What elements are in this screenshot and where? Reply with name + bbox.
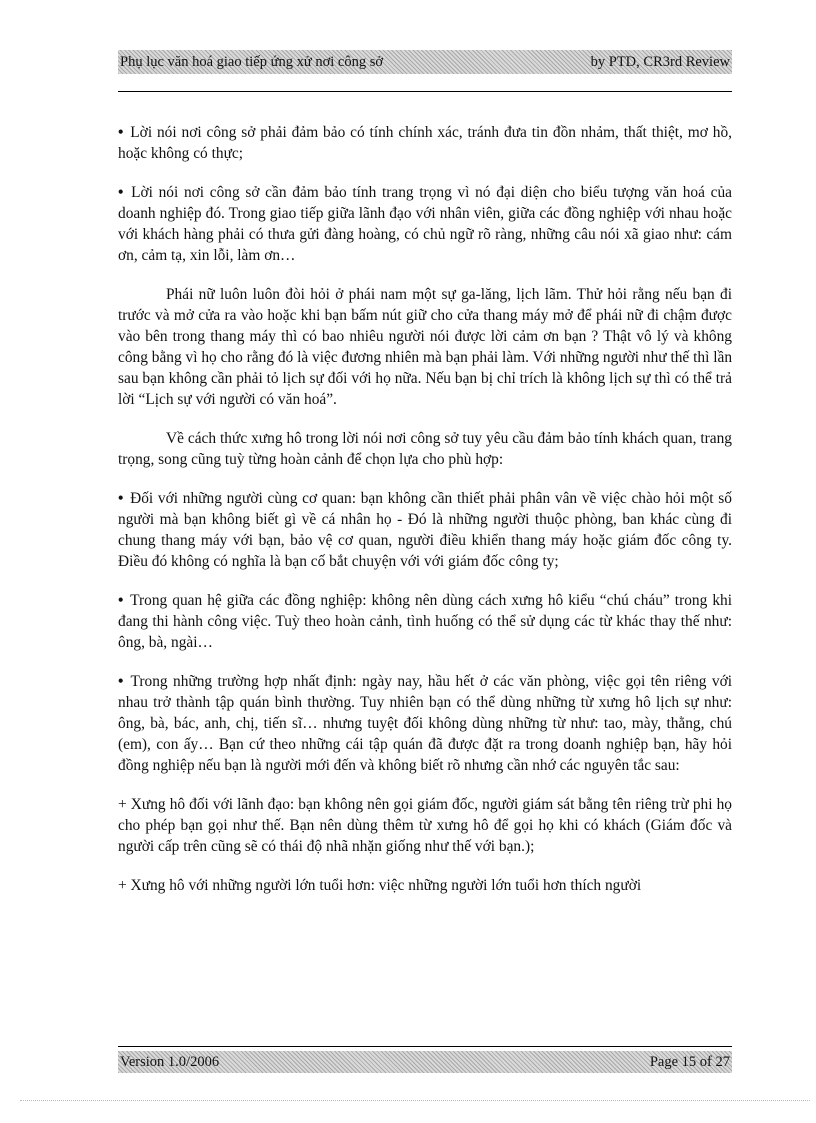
page-header <box>118 50 732 74</box>
bullet-icon: • <box>118 592 124 609</box>
page-edge-divider <box>20 1100 810 1101</box>
bullet-icon: • <box>118 184 124 201</box>
footer-rule <box>118 1046 732 1047</box>
paragraph-bullet-5 <box>118 671 732 776</box>
footer-page-number: Page 15 of 27 <box>649 1053 730 1070</box>
paragraph-text: Lời nói nơi công sở cần đảm bảo tính trang trọng vì nó đại diện cho biểu tượng văn hoá của doanh nghiệp đó. Trong giao tiếp giữa lãnh đạo với nhân viên, giữa các đồng nghiệp với nhau hoặc với khách hàng phải có thưa gửi đàng hoàng, có chủ ngữ rõ ràng, những câu nói xã giao như: cám ơn, cảm tạ, xin lỗi, làm ơn… <box>118 184 732 264</box>
header-author: by PTD, CR3rd Review <box>590 53 730 70</box>
bullet-icon: • <box>118 490 124 507</box>
paragraph-gallantry: Phái nữ luôn luôn đòi hỏi ở phái nam một sự ga-lăng, lịch lãm. Thử hỏi rằng nếu bạn đi trước và mở cửa ra vào hoặc khi bạn bấm nút giữ cho cửa thang máy mở để phái nữ đi chậm được vào bên trong thang máy thì có bao nhiêu người nói được lời cảm ơn bạn ? Thật vô lý và không công bằng vì họ cho rằng đó là việc đương nhiên mà bạn phải làm. Với những người như thế thì lần sau bạn không cần phải tỏ lịch sự đối với họ nữa. Nếu bạn bị chỉ trích là không lịch sự thì có thể trả lời “Lịch sự với người có văn hoá”. <box>118 286 733 408</box>
paragraph-text: Trong quan hệ giữa các đồng nghiệp: không nên dùng cách xưng hô kiểu “chú cháu” trong khi đang thi hành công việc. Tuỳ theo hoàn cảnh, tình huống có thể sử dụng các từ khác thay thế như: ông, bà, ngài… <box>118 592 732 651</box>
paragraph-text: Trong những trường hợp nhất định: ngày nay, hầu hết ở các văn phòng, việc gọi tên riêng với nhau trở thành tập quán bình thường. Tuy nhiên bạn có thể dùng những từ xưng hô lịch sự như: ông, bà, bác, anh, chị, tiến sĩ… nhưng tuyệt đối không dùng những từ như: tao, mày, thằng, chú (em), con ấy… Bạn cứ theo những cái tập quán đã được đặt ra trong doanh nghiệp bạn, hãy hỏi đồng nghiệp nếu bạn là người mới đến và không biết rõ nhưng cần nhớ các nguyên tắc sau: <box>118 673 732 774</box>
bullet-icon: • <box>118 124 124 141</box>
bullet-icon: • <box>118 673 124 690</box>
paragraph-bullet-2 <box>118 182 732 266</box>
paragraph-plus-2: + Xưng hô với những người lớn tuổi hơn: việc những người lớn tuổi hơn thích người <box>118 877 642 894</box>
document-body <box>118 122 732 914</box>
paragraph-bullet-1 <box>118 122 732 164</box>
header-rule <box>118 91 732 92</box>
paragraph-text: Đối với những người cùng cơ quan: bạn không cần thiết phải phân vân về việc chào hỏi một số người mà bạn không biết gì về cá nhân họ - Đó là những người thuộc phòng, ban khác cùng đi chung thang máy với bạn, bảo vệ cơ quan, người điều khiển thang máy hoặc giám đốc công ty. Điều đó không có nghĩa là bạn cố bắt chuyện với với giám đốc công ty; <box>118 490 732 570</box>
paragraph-text: Lời nói nơi công sở phải đảm bảo có tính chính xác, tránh đưa tin đồn nhảm, thất thiệt, mơ hồ, hoặc không có thực; <box>118 124 733 162</box>
paragraph-bullet-4 <box>118 590 732 653</box>
page-footer <box>118 1051 732 1073</box>
header-document-title: Phụ lục văn hoá giao tiếp ứng xử nơi công sở <box>120 53 384 70</box>
paragraph-address-forms-intro: Về cách thức xưng hô trong lời nói nơi công sở tuy yêu cầu đảm bảo tính khách quan, trang trọng, song cũng tuỳ từng hoàn cảnh để chọn lựa cho phù hợp: <box>118 430 732 468</box>
footer-version: Version 1.0/2006 <box>120 1053 220 1070</box>
paragraph-plus-1: + Xưng hô đối với lãnh đạo: bạn không nên gọi giám đốc, người giám sát bằng tên riêng trừ phi họ cho phép bạn gọi như thế. Bạn nên dùng thêm từ xưng hô để gọi họ khi có khách (Giám đốc và người cấp trên cũng sẽ có thái độ nhã nhặn giống như thế với bạn.); <box>118 796 732 855</box>
paragraph-bullet-3 <box>118 488 732 572</box>
